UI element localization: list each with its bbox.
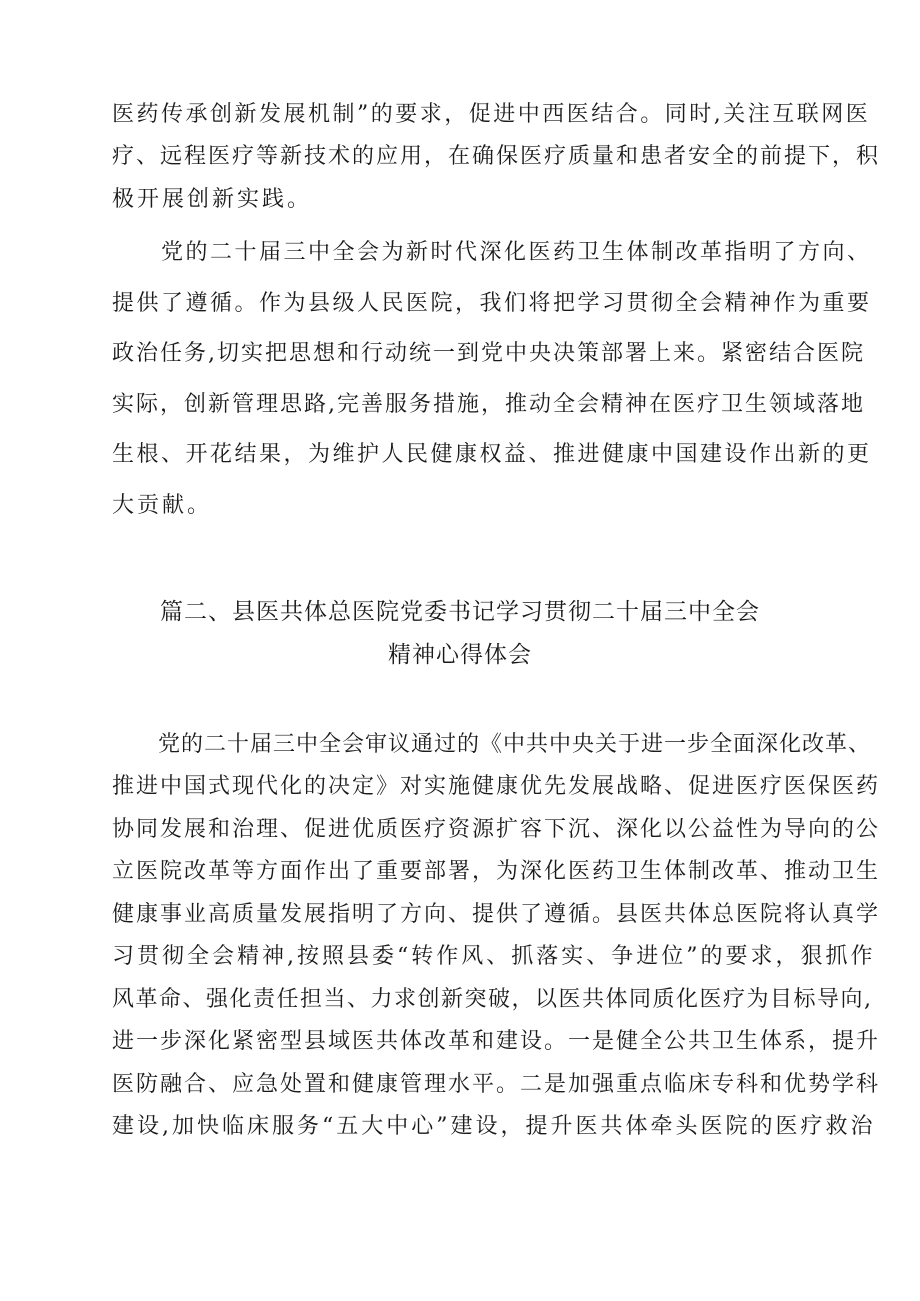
title-line: 篇二、县医共体总医院党委书记学习贯彻二十届三中全会 bbox=[160, 599, 760, 625]
text-line: 建设,加快临床服务“五大中心”建设，提升医共体牵头医院的医疗救治 bbox=[112, 1114, 876, 1139]
text-line: 大贡献。 bbox=[112, 493, 213, 518]
text-line: 医防融合、应急处置和健康管理水平。二是加强重点临床专科和优势学科 bbox=[112, 1072, 881, 1097]
text-line: 极开展创新实践。 bbox=[112, 187, 313, 212]
text-line: 医药传承创新发展机制”的要求，促进中西医结合。同时,关注互联网医 bbox=[112, 102, 871, 127]
text-line: 生根、开花结果，为维护人民健康权益、推进健康中国建设作出新的更 bbox=[112, 442, 872, 467]
text-line: 习贯彻全会精神,按照县委“转作风、抓落实、争进位”的要求，狠抓作 bbox=[112, 944, 876, 969]
title-line: 精神心得体会 bbox=[388, 642, 532, 668]
text-line: 立医院改革等方面作出了重要部署，为深化医药卫生体制改革、推动卫生 bbox=[112, 859, 881, 884]
text-line: 推进中国式现代化的决定》对实施健康优先发展战略、促进医疗医保医药 bbox=[112, 774, 881, 799]
text-line: 党的二十届三中全会为新时代深化医药卫生体制改革指明了方向、 bbox=[112, 240, 872, 265]
text-line: 提供了遵循。作为县级人民医院，我们将把学习贯彻全会精神作为重要 bbox=[112, 291, 872, 316]
text-line: 疗、远程医疗等新技术的应用，在确保医疗质量和患者安全的前提下，积 bbox=[112, 144, 881, 169]
text-line: 实际，创新管理思路,完善服务措施，推动全会精神在医疗卫生领域落地 bbox=[112, 392, 865, 417]
text-line: 健康事业高质量发展指明了方向、提供了遵循。县医共体总医院将认真学 bbox=[112, 902, 881, 927]
text-line: 风革命、强化责任担当、力求创新突破，以医共体同质化医疗为目标导向, bbox=[112, 987, 873, 1012]
text-line: 党的二十届三中全会审议通过的《中共中央关于进一步全面深化改革、 bbox=[112, 732, 872, 757]
text-line: 协同发展和治理、促进优质医疗资源扩容下沉、深化以公益性为导向的公 bbox=[112, 817, 881, 842]
text-line: 政治任务,切实把思想和行动统一到党中央决策部署上来。紧密结合医院 bbox=[112, 341, 865, 366]
text-line: 进一步深化紧密型县域医共体改革和建设。一是健全公共卫生体系，提升 bbox=[112, 1029, 881, 1054]
